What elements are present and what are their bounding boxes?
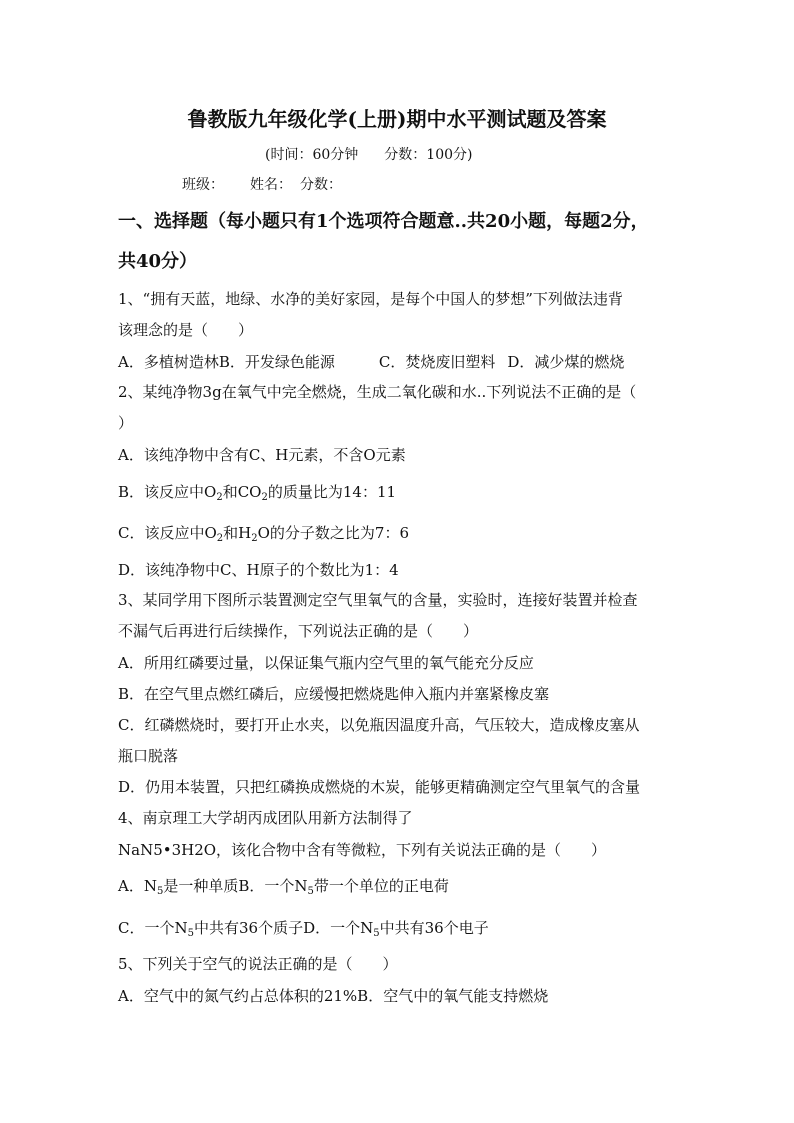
q2-option-b-text: 的质量比为14：11 [267, 483, 397, 501]
q4-formula-subscript: 5 [156, 886, 164, 897]
q1-option-d: D．减少煤的燃烧 [507, 353, 625, 371]
q4-option-text: 是一种单质B．一个 [163, 877, 295, 895]
q4-option-text: 带一个单位的正电荷 [313, 877, 449, 895]
section-title-line1: 一、选择题（每小题只有1个选项符合题意..共20小题，每题2分， [118, 211, 649, 232]
q4-stem-line1: 4、南京理工大学胡丙成团队用新方法制得了 [118, 809, 413, 827]
q3-option-d: D．仍用本装置，只把红磷换成燃烧的木炭，能够更精确测定空气里氧气的含量 [118, 778, 641, 796]
q1-option-ab: A．多植树造林B．开发绿色能源 [118, 353, 335, 371]
q4-formula-subscript: 5 [307, 886, 314, 897]
q4-formula: N [360, 919, 374, 937]
q2-option-b-subscript: 2 [261, 492, 268, 503]
q3-stem-line2: 不漏气后再进行后续操作，下列说法正确的是（ ） [118, 622, 479, 640]
q1-options [118, 352, 624, 372]
q2-option-c-text: O的分子数之比为7：6 [257, 524, 410, 542]
q1-option-c: C．焚烧废旧塑料 [378, 353, 496, 371]
q2-option-c [118, 523, 409, 543]
score-label: 分数： [300, 177, 342, 193]
q2-option-a: A．该纯净物中含有C、H元素，不含O元素 [118, 446, 406, 464]
name-label: 姓名： [250, 177, 292, 193]
q2-stem-line1: 2、某纯净物3g在氧气中完全燃烧，生成二氧化碳和水..下列说法不正确的是（ [118, 383, 637, 401]
exam-score: 分数：100分) [384, 147, 473, 163]
class-label: 班级： [182, 177, 224, 193]
q2-option-b [118, 482, 396, 502]
q4-formula-subscript: 5 [373, 928, 380, 939]
q4-options-ab [118, 876, 449, 896]
q4-formula: N [174, 919, 188, 937]
q4-formula: N [143, 877, 157, 895]
q3-option-c-line1: C．红磷燃烧时，要打开止水夹，以免瓶因温度升高，气压较大，造成橡皮塞从 [118, 716, 640, 734]
q4-option-text: A． [118, 877, 144, 895]
q2-stem-line2: ） [118, 414, 134, 432]
q2-option-b-text: 和CO [222, 483, 262, 501]
q4-option-text: 中共有36个电子 [379, 919, 489, 937]
q4-option-text: C．一个 [118, 919, 175, 937]
section-title-line2: 共40分） [118, 251, 198, 272]
q2-option-c-text: C．该反应中O [118, 524, 217, 542]
q2-option-b-text: B．该反应中O [118, 483, 217, 501]
student-info [182, 175, 342, 195]
q2-option-d: D．该纯净物中C、H原子的个数比为1：4 [118, 561, 399, 579]
q4-stem-line2: NaN5•3H2O，该化合物中含有等微粒，下列有关说法正确的是（ ） [118, 841, 607, 859]
q3-option-b: B．在空气里点燃红磷后，应缓慢把燃烧匙伸入瓶内并塞紧橡皮塞 [118, 685, 550, 703]
exam-info [265, 145, 472, 165]
q3-option-a: A．所用红磷要过量，以保证集气瓶内空气里的氧气能充分反应 [118, 654, 534, 672]
q4-options-cd [118, 918, 489, 938]
q5-stem: 5、下列关于空气的说法正确的是（ ） [118, 955, 398, 973]
q3-option-c-line2: 瓶口脱落 [118, 747, 179, 765]
q1-stem-line1: 1、“拥有天蓝，地绿、水净的美好家园，是每个中国人的梦想”下列做法违背 [118, 290, 623, 308]
q1-stem-line2: 该理念的是（ ） [118, 321, 254, 339]
q4-formula: N [294, 877, 308, 895]
q3-stem-line1: 3、某同学用下图所示装置测定空气里氧气的含量，实验时，连接好装置并检查 [118, 591, 638, 609]
q2-option-b-subscript: 2 [216, 492, 223, 503]
q2-option-c-subscript: 2 [251, 533, 258, 544]
q2-option-c-text: 和H [223, 524, 252, 542]
q4-option-text: 中共有36个质子D．一个 [193, 919, 361, 937]
page-title: 鲁教版九年级化学(上册)期中水平测试题及答案 [187, 107, 607, 131]
q4-formula-subscript: 5 [187, 928, 194, 939]
exam-time: (时间：60分钟 [265, 147, 359, 163]
q2-option-c-subscript: 2 [216, 533, 224, 544]
q5-option-ab: A．空气中的氮气约占总体积的21%B．空气中的氧气能支持燃烧 [118, 987, 549, 1005]
